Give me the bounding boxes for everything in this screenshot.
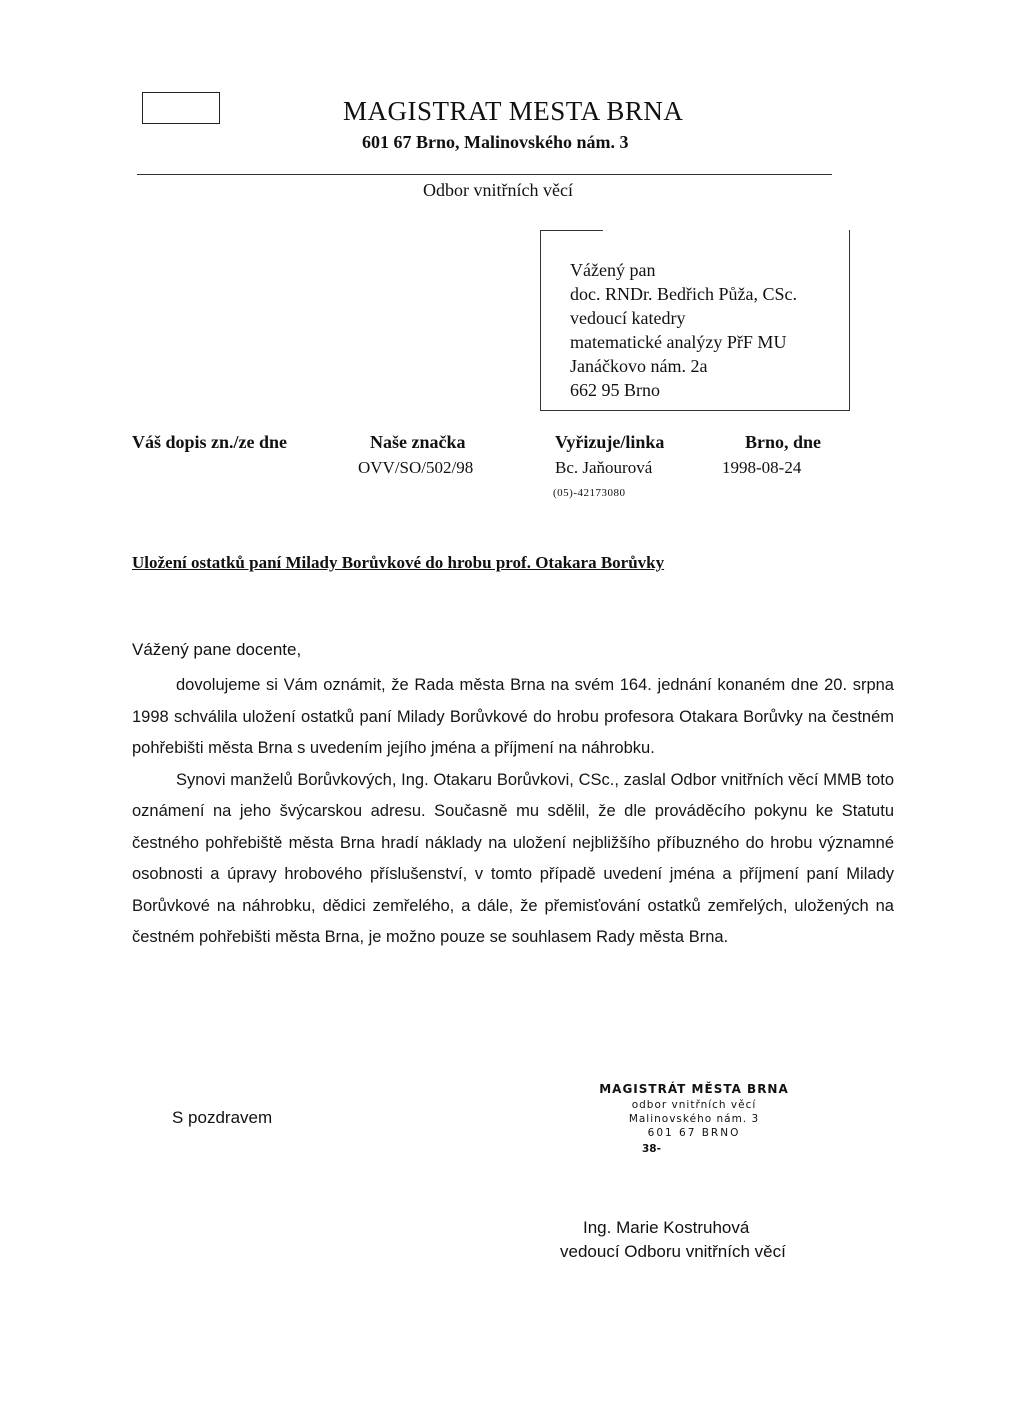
body-paragraph-1: dovolujeme si Vám oznámit, že Rada města Brna na svém 164. jednání konaném dne 20. srpna 1998 schválila uložení ostatků paní Milady Borůvkové do hrobu profesora Otakara Borůvky na čestném pohřebišti města Brna s uvedením jejího jména a příjmení na náhrobku. <box>132 676 894 757</box>
stamp-line: MAGISTRÁT MĚSTA BRNA <box>599 1082 789 1096</box>
date-value: 1998-08-24 <box>722 458 802 477</box>
recipient-line: Vážený pan <box>570 260 656 280</box>
official-stamp <box>594 1082 794 1155</box>
our-ref-label: Naše značka <box>370 432 466 452</box>
recipient-line: doc. RNDr. Bedřich Půža, CSc. <box>570 284 797 304</box>
organization-address: 601 67 Brno, Malinovského nám. 3 <box>362 132 629 152</box>
phone-number: (05)-42173080 <box>553 487 626 499</box>
letterhead-logo-box <box>142 92 220 124</box>
stamp-line: Malinovského nám. 3 <box>628 1113 760 1125</box>
recipient-address <box>570 258 797 402</box>
recipient-line: matematické analýzy PřF MU <box>570 332 787 352</box>
stamp-line: 38- <box>642 1143 661 1155</box>
closing: S pozdravem <box>172 1108 273 1127</box>
signatory-name: Ing. Marie Kostruhová <box>583 1218 750 1237</box>
organization-name: MAGISTRAT MESTA BRNA <box>343 96 684 126</box>
letter-body <box>132 670 894 954</box>
handled-by-value: Bc. Jaňourová <box>555 458 653 477</box>
stamp-line: 601 67 BRNO <box>647 1127 741 1139</box>
stamp-line: odbor vnitřních věcí <box>631 1099 757 1111</box>
recipient-line: 662 95 Brno <box>570 380 660 400</box>
salutation: Vážený pane docente, <box>132 640 302 659</box>
header-divider <box>137 174 832 175</box>
signatory-title: vedoucí Odboru vnitřních věcí <box>560 1242 786 1261</box>
department-name: Odbor vnitřních věcí <box>423 180 573 200</box>
body-paragraph-2: Synovi manželů Borůvkových, Ing. Otakaru Borůvkovi, CSc., zaslal Odbor vnitřních věcí MMB toto oznámení na jeho švýcarskou adresu. Současně mu sdělil, že dle prováděcího pokynu ke Statutu čestného pohřebiště města Brna hradí náklady na uložení nejbližšího příbuzného do hrobu významné osobnosti a úpravy hrobového příslušenství, v tomto případě uvedení jména a příjmení paní Milady Borůvkové na náhrobku, dědici zemřelého, a dále, že přemisťování ostatků zemřelých, uložených na čestném pohřebišti města Brna, je možno pouze se souhlasem Rady města Brna. <box>132 770 894 946</box>
your-letter-label: Váš dopis zn./ze dne <box>132 432 288 452</box>
recipient-line: Janáčkovo nám. 2a <box>570 356 708 376</box>
handled-by-label: Vyřizuje/linka <box>555 432 665 452</box>
letter-subject: Uložení ostatků paní Milady Borůvkové do hrobu prof. Otakara Borůvky <box>132 553 665 572</box>
recipient-line: vedoucí katedry <box>570 308 686 328</box>
place-date-label: Brno, dne <box>745 432 822 452</box>
our-ref-value: OVV/SO/502/98 <box>358 458 474 477</box>
